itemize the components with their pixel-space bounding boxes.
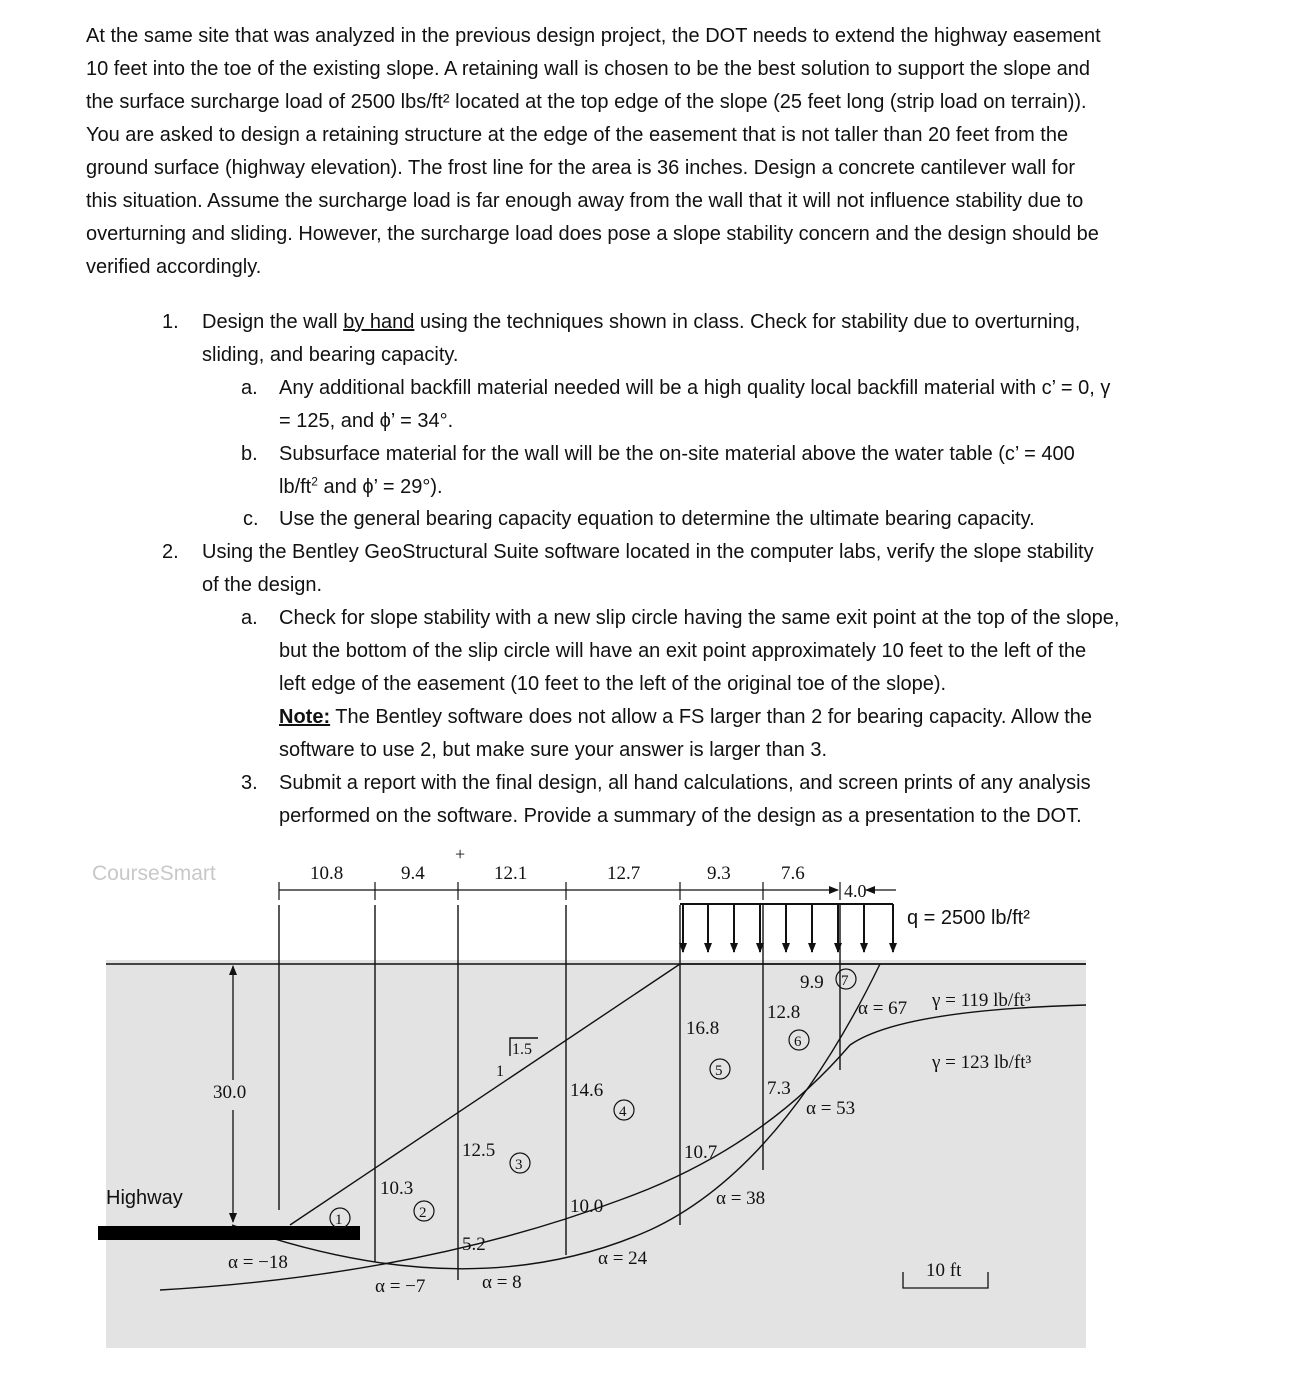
slice-width-label: 12.1 [494,863,528,884]
task-1b-marker: b. [241,443,258,465]
plus-mark: + [455,844,466,864]
slice-width-dimension [279,882,896,900]
intro-line: ground surface (highway elevation). The frost line for the area is 36 inches. Design a concrete cantilever wall for [86,157,1076,179]
intro-line: You are asked to design a retaining structure at the edge of the easement that is not taller than 20 feet from the [86,124,1069,146]
slice-height-label: 12.8 [767,1002,801,1023]
task-1-marker: 1. [162,311,179,333]
slice-width-label: 9.3 [707,863,731,884]
slice-height-label: 12.5 [462,1140,496,1161]
task-2a-line: Check for slope stability with a new slip circle having the same exit point at the top of the slope, [279,607,1120,629]
slice-height-label: 10.3 [380,1178,414,1199]
task-2a-marker: a. [241,607,258,629]
slice-height-label: 10.7 [684,1142,718,1163]
slice-number: 3 [515,1157,523,1173]
slice-width-label: 4.0 [844,881,867,901]
alpha-label: α = −18 [228,1252,288,1273]
slice-height-label: 14.6 [570,1080,604,1101]
alpha-label: α = −7 [375,1276,426,1297]
slice-width-label: 10.8 [310,863,344,884]
figure-background [106,960,1086,1348]
task-1b-line-cont: $lb/ft^2$ and ϕ’ = 29°). [279,474,443,498]
slice-height-label: 10.0 [570,1196,604,1217]
task-2a-note: Note: The Bentley software does not allow a FS larger than 2 for bearing capacity. Allow the [279,706,1093,728]
task-1-line: Design the wall by hand using the techniques shown in class. Check for stability due to overturning, [202,311,1081,333]
task-2a-line: left edge of the easement (10 feet to the left of the original toe of the slope). [279,673,947,695]
scale-label: 10 ft [926,1260,962,1281]
slice-height-label: 16.8 [686,1018,720,1039]
intro-line: overturning and sliding. However, the surcharge load does pose a slope stability concern and the design should be [86,223,1099,245]
alpha-label: α = 53 [806,1098,856,1119]
task-2a-note-cont: software to use 2, but make sure your answer is larger than 3. [279,739,828,761]
slope-ratio-run: 1.5 [512,1041,532,1058]
task-1a-marker: a. [241,377,258,399]
task-1-line-cont: sliding, and bearing capacity. [202,344,459,366]
task-2-line: Using the Bentley GeoStructural Suite software located in the computer labs, verify the slope stability [202,541,1094,563]
slice-width-label: 9.4 [401,863,425,884]
alpha-label: α = 38 [716,1188,766,1209]
note-label: Note: [279,706,331,728]
watermark-text: CourseSmart [92,862,216,885]
surcharge-load [680,904,893,952]
task-1a-line: Any additional backfill material needed will be a high quality local backfill material with c’ = 0, γ [279,377,1111,399]
slice-number: 2 [419,1205,427,1221]
intro-line: this situation. Assume the surcharge load is far enough away from the wall that it will not influence stability due to [86,190,1084,212]
task-3-marker: 3. [241,772,258,794]
surcharge-label: q = 2500 lb/ft² [907,907,1030,929]
task-2-marker: 2. [162,541,179,563]
highway-label: Highway [106,1187,183,1209]
slice-number: 4 [619,1104,627,1120]
intro-line: 10 feet into the toe of the existing slope. A retaining wall is chosen to be the best solution to support the slope and [86,58,1091,80]
intro-line: the surface surcharge load of 2500 lbs/ft² located at the top edge of the slope (25 feet long (strip load on terrain)). [86,91,1087,113]
by-hand-emphasis: by hand [343,311,415,333]
task-3-line-cont: performed on the software. Provide a summary of the design as a presentation to the DOT. [279,805,1082,827]
task-2a-line: but the bottom of the slip circle will have an exit point approximately 10 feet to the left of the [279,640,1087,662]
task-1a-line-cont: = 125, and ϕ’ = 34°. [279,410,454,432]
intro-line: At the same site that was analyzed in the previous design project, the DOT needs to extend the highway easement [86,25,1101,47]
slice-number: 7 [841,973,849,989]
slice-width-label: 7.6 [781,863,805,884]
slice-height-label: 5.2 [462,1234,486,1255]
slice-number: 5 [715,1063,723,1079]
alpha-label: α = 24 [598,1248,648,1269]
slice-height-label: 7.3 [767,1078,791,1099]
task-1c-line: Use the general bearing capacity equation to determine the ultimate bearing capacity. [279,508,1035,530]
task-1b-line: Subsurface material for the wall will be the on-site material above the water table (c’ = 400 [279,443,1075,465]
task-3-line: Submit a report with the final design, all hand calculations, and screen prints of any analysis [279,772,1091,794]
alpha-label: α = 8 [482,1272,522,1293]
slice-height-label: 9.9 [800,972,824,993]
unit-weight-upper: γ = 119 lb/ft³ [932,990,1031,1011]
slice-number: 1 [335,1212,343,1228]
alpha-label: α = 67 [858,998,908,1019]
slice-width-label: 12.7 [607,863,641,884]
highway-surface [98,1226,360,1240]
slice-number: 6 [794,1034,802,1050]
task-2-line-cont: of the design. [202,574,323,596]
unit-weight-lower: γ = 123 lb/ft³ [932,1052,1032,1073]
intro-line: verified accordingly. [86,256,262,278]
slope-ratio-rise: 1 [496,1063,504,1080]
slope-height-label: 30.0 [213,1082,247,1103]
task-1c-marker: c. [243,508,259,530]
